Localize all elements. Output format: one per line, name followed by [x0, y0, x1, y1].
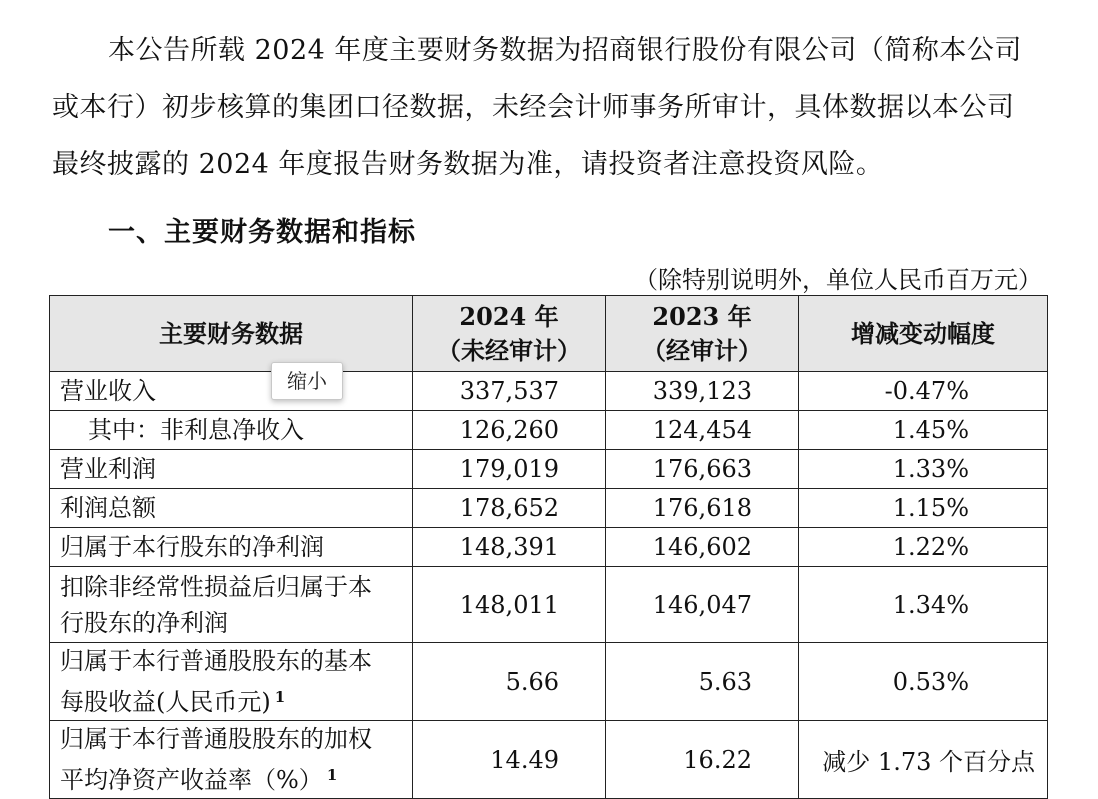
row-change: 1.22% — [799, 528, 1048, 567]
row-name: 其中：非利息净收入 — [50, 411, 413, 450]
section-title: 一、主要财务数据和指标 — [108, 217, 416, 248]
table-row — [50, 721, 1048, 799]
header-2023 — [606, 296, 799, 372]
row-name-line-2: 行股东的净利润 — [60, 608, 228, 637]
row-change: 减少 1.73 个百分点 — [799, 721, 1048, 799]
row-name — [50, 643, 413, 721]
row-name-line-2-wrap — [60, 679, 404, 720]
table-row — [50, 643, 1048, 721]
table-row — [50, 528, 1048, 567]
header-2024-status: （未经审计） — [437, 335, 581, 365]
header-2023-year: 2023 年 — [652, 301, 752, 331]
footnote-marker: 1 — [274, 688, 286, 706]
row-value-2023: 16.22 — [606, 721, 799, 799]
financial-data-table — [49, 295, 1048, 799]
row-value-2024: 148,391 — [413, 528, 606, 567]
table-header-row — [50, 296, 1048, 372]
row-change: -0.47% — [799, 372, 1048, 411]
row-change: 0.53% — [799, 643, 1048, 721]
row-name-line-2: 平均净资产收益率（%） — [60, 766, 323, 794]
row-value-2024: 14.49 — [413, 721, 606, 799]
table-row — [50, 450, 1048, 489]
footnote-marker: 1 — [326, 766, 338, 784]
table-row — [50, 372, 1048, 411]
header-2023-status: （经审计） — [642, 335, 762, 365]
row-name-line-1: 归属于本行普通股股东的加权 — [60, 725, 372, 753]
row-name: 利润总额 — [50, 489, 413, 528]
row-change: 1.34% — [799, 567, 1048, 643]
row-value-2024: 178,652 — [413, 489, 606, 528]
row-value-2023: 339,123 — [606, 372, 799, 411]
row-name — [50, 567, 413, 643]
row-change: 1.33% — [799, 450, 1048, 489]
row-name-line-2: 每股收益(人民币元) — [60, 688, 271, 716]
row-value-2024: 179,019 — [413, 450, 606, 489]
row-name: 营业利润 — [50, 450, 413, 489]
row-name-line-1: 扣除非经常性损益后归属于本 — [60, 572, 372, 601]
row-change: 1.15% — [799, 489, 1048, 528]
row-name-line-1: 归属于本行普通股股东的基本 — [60, 647, 372, 675]
header-2024-year: 2024 年 — [459, 301, 559, 331]
row-value-2024: 148,011 — [413, 567, 606, 643]
header-item: 主要财务数据 — [50, 296, 413, 372]
row-name: 营业收入 — [50, 372, 413, 411]
intro-line-1: 本公告所载 2024 年度主要财务数据为招商银行股份有限公司（简称本公司 — [108, 35, 1022, 66]
intro-paragraph — [52, 22, 1052, 193]
row-name: 归属于本行股东的净利润 — [50, 528, 413, 567]
row-change: 1.45% — [799, 411, 1048, 450]
row-value-2023: 176,663 — [606, 450, 799, 489]
row-value-2023: 176,618 — [606, 489, 799, 528]
table-row — [50, 411, 1048, 450]
row-value-2024: 337,537 — [413, 372, 606, 411]
row-value-2024: 126,260 — [413, 411, 606, 450]
unit-note: （除特别说明外，单位人民币百万元） — [634, 266, 1042, 294]
table-row — [50, 567, 1048, 643]
row-value-2023: 5.63 — [606, 643, 799, 721]
row-name — [50, 721, 413, 799]
table-row — [50, 489, 1048, 528]
intro-line-3: 最终披露的 2024 年度报告财务数据为准，请投资者注意投资风险。 — [52, 149, 884, 180]
header-change: 增减变动幅度 — [799, 296, 1048, 372]
zoom-out-tooltip: 缩小 — [271, 362, 343, 400]
row-value-2024: 5.66 — [413, 643, 606, 721]
row-value-2023: 146,047 — [606, 567, 799, 643]
header-2024 — [413, 296, 606, 372]
row-value-2023: 146,602 — [606, 528, 799, 567]
row-value-2023: 124,454 — [606, 411, 799, 450]
intro-line-2: 或本行）初步核算的集团口径数据，未经会计师事务所审计，具体数据以本公司 — [52, 92, 1015, 123]
row-name-line-2-wrap — [60, 757, 404, 798]
